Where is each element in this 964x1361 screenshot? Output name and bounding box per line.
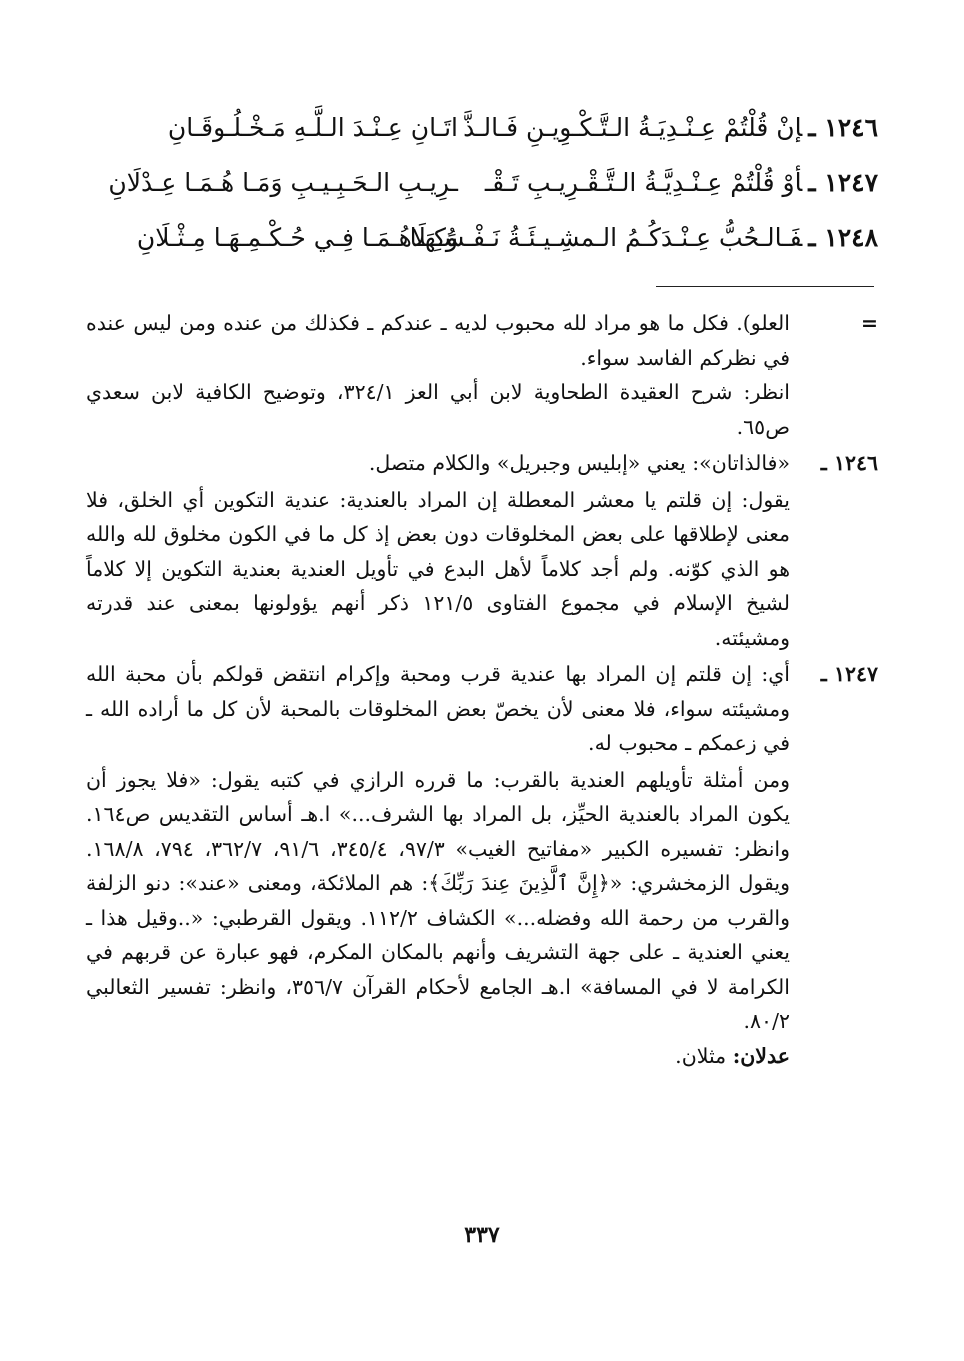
continuation-marker: = xyxy=(860,311,878,335)
verse-first-hemistich: ١٢٤٨ ـفَـالـحُبُّ عِـنْـدَكُـمُ الـمشِـيـئَـةُ نَـفْـسُـهَـا xyxy=(409,223,878,252)
verse-number: ١٢٤٧ ـ xyxy=(808,168,878,197)
footnote-1247-continued xyxy=(86,763,790,1074)
footnote-continuation xyxy=(86,306,878,444)
footnote-paragraph: ومن أمثلة تأويلهم العندية بالقرب: ما قرره الرازي في كتبه يقول: «فلا يجوز أن يكون المراد بالعندية الحيِّز، بل المراد بها الشرف...» ا.هـ أساس التقديس ص١٦٤. وانظر: تفسيره الكبير «مفاتيح الغيب» ٩٧/٣، ٣٤٥/٤، ٩١/٦، ٣٦٢/٧، ٧٩٤، ١٦٨/٨. ويقول الزمخشري: «﴿إِنَّ ٱلَّذِينَ عِندَ رَبِّكَ﴾: هم الملائكة، ومعنى «عند»: دنو الزلفة والقرب من رحمة الله وفضله...» الكشاف ١١٢/٢. ويقول القرطبي: «..وقيل هذا ـ يعني العندية ـ على جهة التشريف وأنهم بالمكان المكرم، فهو عبارة عن قربهم في الكرامة لا في المسافة» ا.هـ الجامع لأحكام القرآن ٣٥٦/٧، وانظر: تفسير الثعالبي ٨٠/٢. xyxy=(86,767,791,1033)
verse-line xyxy=(88,218,878,273)
verse-number: ١٢٤٨ ـ xyxy=(808,223,878,252)
footnote-body xyxy=(86,446,790,481)
footnote-body xyxy=(86,306,790,444)
page-number: ٣٣٧ xyxy=(464,1222,500,1248)
verse-line xyxy=(88,108,878,163)
footnote-paragraph: العلو). فكل ما هو مراد لله محبوب لديه ـ عندكم ـ فكذلك من عنده ومن ليس عنده في نظركم الفاسد سواء. xyxy=(86,311,790,370)
footnote-paragraph: يقول: إن قلتم يا معشر المعطلة إن المراد بالعندية: عندية التكوين أي الخلق، فلا معنى لإطلاقها على بعض المخلوقات دون بعض إذ كل ما في الكون مخلوق لله والله هو الذي كوّنه. ولم أجد كلاماً لأهل البدع في تأويل العندية بعندية التكوين إلا كلاماً لشيخ الإسلام في مجموع الفتاوى ١٢١/٥ ذكر أنهم يؤولونها بمعنى عند قدرته ومشيئته. xyxy=(86,487,790,650)
footnotes xyxy=(86,306,878,1075)
footnote-1246 xyxy=(86,446,878,481)
glossary-line xyxy=(86,1039,790,1074)
footnote-separator xyxy=(656,286,874,287)
verse-line xyxy=(88,163,878,218)
verse-first-hemistich: ١٢٤٦ ـإنْ قُلْتُمْ عِـنْـدِيَـةُ الـتَّـكْـوِيـنِ فَـالـذَّ xyxy=(463,113,878,142)
verse-number: ١٢٤٦ ـ xyxy=(808,113,878,142)
glossary-meaning: مثلان. xyxy=(675,1043,727,1068)
glossary-term: عدلان: xyxy=(732,1043,790,1068)
footnote-paragraph: «فالذاتان»: يعني «إبليس وجبريل» والكلام متصل. xyxy=(368,451,790,475)
footnote-paragraph: أي: إن قلتم إن المراد بها عندية قرب ومحبة وإكرام انتقض قولكم بأن محبة الله ومشيئته سواء، فلا معنى لأن يخصّ بعض المخلوقات بالمحبة لأن كل ما أراده الله ـ في زعمكم ـ محبوب له. xyxy=(86,662,790,755)
footnote-body xyxy=(86,657,790,761)
poem-verses xyxy=(88,108,878,273)
footnote-1247 xyxy=(86,657,878,761)
footnote-1246-continued xyxy=(86,483,790,656)
footnote-paragraph: انظر: شرح العقيدة الطحاوية لابن أبي العز ٣٢٤/١، وتوضيح الكافية لابن سعدي ص٦٥. xyxy=(86,380,790,439)
footnote-number: ١٢٤٦ ـ xyxy=(820,451,878,475)
footnote-number: ١٢٤٧ ـ xyxy=(820,662,878,686)
verse-first-hemistich: ١٢٤٧ ـأوْ قُلْتُمْ عِـنْـدِيَّـةُ الـتَّـقْـرِيـبِ تَـقْـ xyxy=(484,168,878,197)
verse-second-hemistich: ـرِيـبِ الـحَـبِـيـبِ وَمَـا هُـمَـا عِـدْلَانِ xyxy=(108,168,458,197)
verse-second-hemistich: اتَـانِ عِـنْـدَ الـلَّـهِ مَـخْـلُـوقَـانِ xyxy=(167,113,458,142)
verse-second-hemistich: وَكِـلَاهُـمَـا فِـي حُـكْـمِـهَـا مِـثْـلَانِ xyxy=(136,223,458,252)
